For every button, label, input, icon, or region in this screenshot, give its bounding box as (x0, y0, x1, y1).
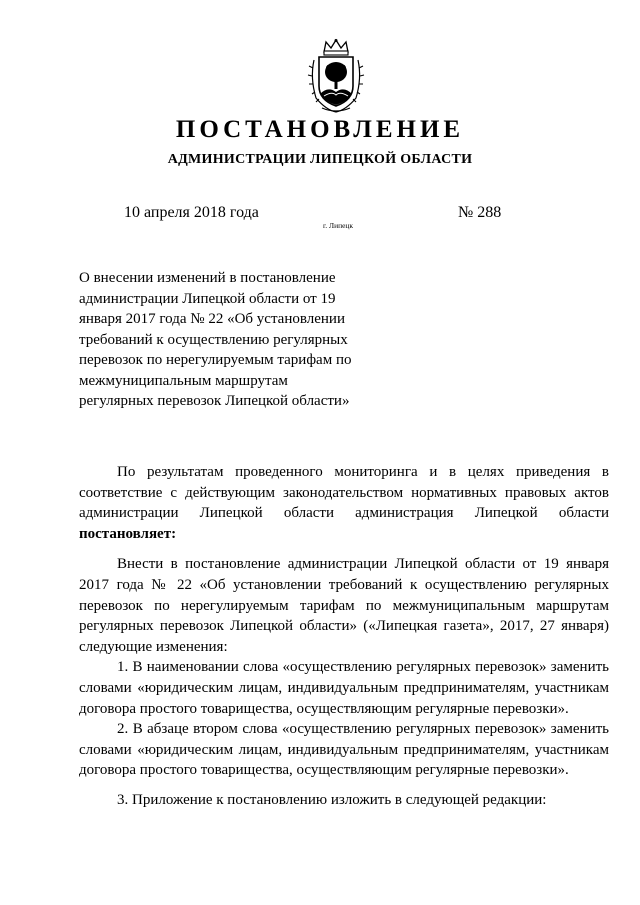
subject-line: межмуниципальным маршрутам (79, 372, 288, 389)
coat-of-arms-graphic (302, 38, 370, 114)
document-subject (79, 268, 379, 412)
document-date: 10 апреля 2018 года (124, 204, 259, 221)
subject-line: января 2017 года № 22 «Об установлении (79, 311, 345, 327)
document-number: № 288 (458, 204, 502, 221)
subject-line: администрации Липецкой области от 19 (79, 290, 336, 307)
preamble-paragraph (79, 462, 609, 544)
document-body (79, 462, 609, 820)
amendment-item-2: 2. В абзаце втором слова «осуществлению регулярных перевозок» заменить словами «юридическим лицам, индивидуальным предпринимателям, участникам договора простого товарищества, осуществляющим регулярные перевозки». (79, 721, 609, 779)
resolution-keyword: постановляет: (79, 525, 177, 542)
subject-line: регулярных перевозок Липецкой области» (79, 393, 350, 409)
amendment-item-1: 1. В наименовании слова «осуществлению регулярных перевозок» заменить словами «юридическим лицам, индивидуальным предпринимателям, участникам договора простого товарищества, осуществляющим регулярные перевозки». (79, 659, 609, 717)
coat-of-arms-icon (302, 38, 370, 114)
subject-line: требований к осуществлению регулярных (79, 331, 348, 348)
subject-line: О внесении изменений в постановление (79, 270, 336, 286)
preamble-text: По результатам проведенного мониторинга и в целях приведения в соответствие с действующим законодательством нормативных правовых актов администрации Липецкой области администрация Липецкой области (79, 464, 609, 522)
amendment-intro-paragraph: Внести в постановление администрации Липецкой области от 19 января 2017 года № 22 «Об установлении требований к осуществлению регулярных перевозок по нерегулируемым тарифам по межмуниципальным маршрутам регулярных перевозок Липецкой области» («Липецкая газета», 2017, 27 января) следующие изменения: (79, 556, 609, 655)
subject-line: перевозок по нерегулируемым тарифам по (79, 352, 352, 368)
amendment-item-3: 3. Приложение к постановлению изложить в следующей редакции: (117, 791, 547, 808)
document-subtitle: АДМИНИСТРАЦИИ ЛИПЕЦКОЙ ОБЛАСТИ (167, 152, 473, 167)
document-city: г. Липецк (323, 221, 354, 230)
document-title: ПОСТАНОВЛЕНИЕ (175, 116, 465, 143)
